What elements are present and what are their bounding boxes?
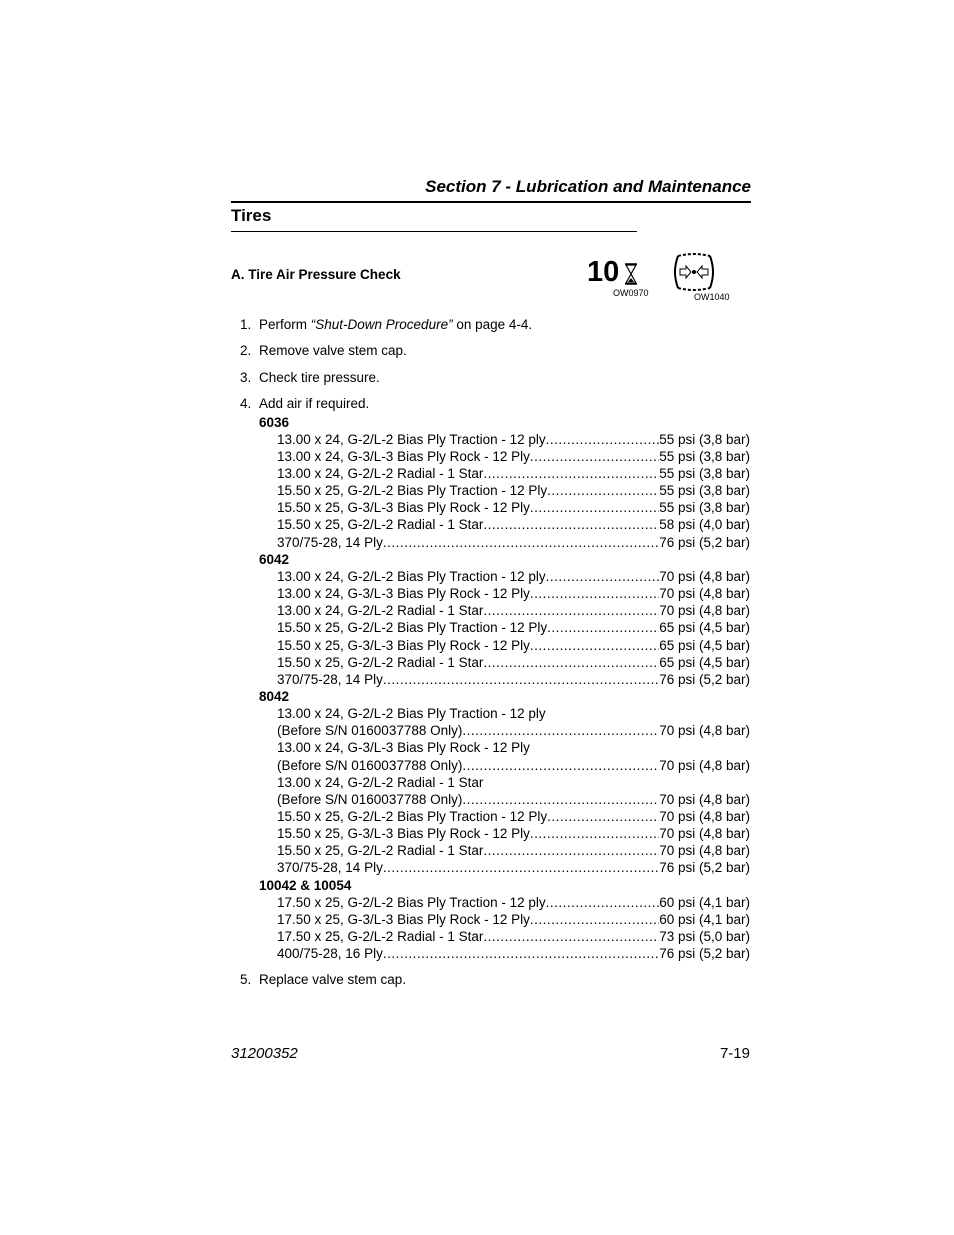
step-text: Remove valve stem cap. — [259, 343, 407, 358]
leader-dots — [483, 654, 659, 671]
leader-dots — [530, 911, 659, 928]
tire-pressure-value: 65 psi (4,5 bar) — [659, 638, 750, 653]
tire-spec-label: 13.00 x 24, G-2/L-2 Radial - 1 Star — [277, 603, 484, 618]
leader-dots — [547, 482, 659, 499]
leader-dots — [483, 516, 659, 533]
tire-spec-label: (Before S/N 0160037788 Only) — [277, 792, 463, 807]
tire-pressure-value: 70 psi (4,8 bar) — [659, 843, 750, 858]
tire-pressure-value: 76 psi (5,2 bar) — [659, 860, 750, 875]
tire-pressure-value: 70 psi (4,8 bar) — [659, 723, 750, 738]
step-text-suffix: on page 4-4. — [452, 317, 533, 332]
tire-spec-row — [277, 842, 750, 859]
model-heading: 10042 & 10054 — [259, 878, 352, 893]
leader-dots — [383, 534, 659, 551]
leader-dots — [483, 928, 659, 945]
step-text: Replace valve stem cap. — [259, 972, 407, 987]
tire-spec-label-line: 13.00 x 24, G-2/L-2 Radial - 1 Star — [277, 775, 484, 790]
tire-pressure-value: 58 psi (4,0 bar) — [659, 517, 750, 532]
leader-dots — [462, 791, 659, 808]
tire-spec-label: 15.50 x 25, G-2/L-2 Radial - 1 Star — [277, 517, 484, 532]
tire-pressure-value: 60 psi (4,1 bar) — [659, 895, 750, 910]
step-5 — [240, 972, 406, 987]
tire-pressure-value: 55 psi (3,8 bar) — [659, 466, 750, 481]
tire-spec-label: 15.50 x 25, G-2/L-2 Radial - 1 Star — [277, 655, 484, 670]
tire-spec-label: 13.00 x 24, G-3/L-3 Bias Ply Rock - 12 Ply — [277, 449, 530, 464]
tire-spec-label: 15.50 x 25, G-2/L-2 Bias Ply Traction - 12 Ply — [277, 483, 548, 498]
tire-pressure-value: 55 psi (3,8 bar) — [659, 483, 750, 498]
tire-spec-label: 370/75-28, 14 Ply — [277, 535, 383, 550]
tire-spec-row — [277, 757, 750, 774]
tire-spec-row — [277, 671, 750, 688]
document-number: 31200352 — [231, 1045, 298, 1062]
tire-pressure-value: 65 psi (4,5 bar) — [659, 620, 750, 635]
tire-pressure-value: 70 psi (4,8 bar) — [659, 569, 750, 584]
tire-pressure-value: 76 psi (5,2 bar) — [659, 535, 750, 550]
tire-spec-row — [277, 825, 750, 842]
leader-dots — [383, 671, 659, 688]
tire-pressure-value: 55 psi (3,8 bar) — [659, 500, 750, 515]
tire-spec-label: 17.50 x 25, G-3/L-3 Bias Ply Rock - 12 Ply — [277, 912, 530, 927]
tire-spec-row — [277, 928, 750, 945]
tire-spec-label: 400/75-28, 16 Ply — [277, 946, 383, 961]
tire-spec-row — [277, 431, 750, 448]
model-heading: 6036 — [259, 415, 290, 430]
tire-spec-row — [277, 448, 750, 465]
tire-pressure-value: 65 psi (4,5 bar) — [659, 655, 750, 670]
leader-dots — [483, 465, 659, 482]
leader-dots — [546, 431, 660, 448]
hourglass-icon — [624, 263, 638, 285]
tire-spec-row — [277, 722, 750, 739]
leader-dots — [546, 894, 660, 911]
tire-spec-row — [277, 534, 750, 551]
tire-pressure-value: 70 psi (4,8 bar) — [659, 826, 750, 841]
step-1 — [240, 317, 532, 332]
tire-spec-label: 15.50 x 25, G-3/L-3 Bias Ply Rock - 12 Ply — [277, 826, 530, 841]
page-title: Tires — [231, 206, 637, 232]
tire-spec-row — [277, 791, 750, 808]
tire-pressure-value: 55 psi (3,8 bar) — [659, 449, 750, 464]
leader-dots — [530, 448, 659, 465]
leader-dots — [462, 722, 659, 739]
tire-spec-label: 17.50 x 25, G-2/L-2 Bias Ply Traction - 12 ply — [277, 895, 546, 910]
tire-spec-row — [277, 911, 750, 928]
leader-dots — [547, 808, 659, 825]
tire-spec-label: 13.00 x 24, G-2/L-2 Bias Ply Traction - 12 ply — [277, 569, 546, 584]
interval-badge — [587, 258, 619, 287]
tire-spec-row — [277, 585, 750, 602]
tire-pressure-value: 60 psi (4,1 bar) — [659, 912, 750, 927]
step-number: 4. — [240, 396, 252, 411]
tire-icon-code: OW1040 — [694, 292, 730, 302]
tire-spec-row — [277, 602, 750, 619]
tire-spec-label: (Before S/N 0160037788 Only) — [277, 723, 463, 738]
leader-dots — [530, 637, 659, 654]
leader-dots — [483, 842, 659, 859]
tire-spec-row — [277, 654, 750, 671]
interval-icon-code: OW0970 — [613, 288, 649, 298]
tire-spec-row — [277, 499, 750, 516]
tire-pressure-value: 70 psi (4,8 bar) — [659, 603, 750, 618]
leader-dots — [546, 568, 660, 585]
leader-dots — [530, 825, 659, 842]
tire-spec-label: 15.50 x 25, G-3/L-3 Bias Ply Rock - 12 Ply — [277, 500, 530, 515]
tire-spec-row — [277, 482, 750, 499]
leader-dots — [547, 619, 659, 636]
interval-number: 10 — [587, 256, 620, 288]
leader-dots — [383, 859, 659, 876]
step-text: Add air if required. — [259, 396, 370, 411]
leader-dots — [530, 585, 659, 602]
tire-spec-label: 13.00 x 24, G-2/L-2 Bias Ply Traction - 12 ply — [277, 432, 546, 447]
leader-dots — [483, 602, 659, 619]
tire-spec-row — [277, 637, 750, 654]
tire-spec-label: 15.50 x 25, G-3/L-3 Bias Ply Rock - 12 Ply — [277, 638, 530, 653]
tire-spec-label: (Before S/N 0160037788 Only) — [277, 758, 463, 773]
tire-spec-row — [277, 859, 750, 876]
tire-spec-label-line: 13.00 x 24, G-3/L-3 Bias Ply Rock - 12 Ply — [277, 740, 530, 755]
step-2 — [240, 343, 407, 358]
step-number: 5. — [240, 972, 252, 987]
tire-spec-label: 17.50 x 25, G-2/L-2 Radial - 1 Star — [277, 929, 484, 944]
model-heading: 6042 — [259, 552, 290, 567]
tire-pressure-value: 70 psi (4,8 bar) — [659, 758, 750, 773]
tire-pressure-value: 76 psi (5,2 bar) — [659, 946, 750, 961]
tire-spec-label: 13.00 x 24, G-2/L-2 Radial - 1 Star — [277, 466, 484, 481]
leader-dots — [462, 757, 659, 774]
tire-pressure-value: 76 psi (5,2 bar) — [659, 672, 750, 687]
model-heading: 8042 — [259, 689, 290, 704]
tire-spec-row — [277, 465, 750, 482]
procedure-reference: “Shut-Down Procedure” — [310, 317, 453, 332]
tire-pressure-value: 70 psi (4,8 bar) — [659, 809, 750, 824]
step-text: Perform — [259, 317, 311, 332]
section-header: Section 7 - Lubrication and Maintenance — [231, 177, 751, 203]
tire-pressure-value: 70 psi (4,8 bar) — [659, 586, 750, 601]
tire-pressure-value: 73 psi (5,0 bar) — [659, 929, 750, 944]
tire-pressure-icon — [669, 252, 719, 292]
step-3 — [240, 370, 380, 385]
subsection-title: A. Tire Air Pressure Check — [231, 267, 401, 282]
tire-spec-row — [277, 808, 750, 825]
step-number: 1. — [240, 317, 252, 332]
step-text: Check tire pressure. — [259, 370, 380, 385]
tire-spec-label-line: 13.00 x 24, G-2/L-2 Bias Ply Traction - 12 ply — [277, 706, 546, 721]
tire-spec-label: 13.00 x 24, G-3/L-3 Bias Ply Rock - 12 Ply — [277, 586, 530, 601]
tire-pressure-value: 70 psi (4,8 bar) — [659, 792, 750, 807]
tire-pressure-value: 55 psi (3,8 bar) — [659, 432, 750, 447]
tire-spec-row — [277, 945, 750, 962]
page-number: 7-19 — [719, 1045, 750, 1062]
step-4 — [240, 396, 369, 411]
step-number: 3. — [240, 370, 252, 385]
tire-spec-row — [277, 619, 750, 636]
tire-spec-label: 370/75-28, 14 Ply — [277, 672, 383, 687]
tire-spec-label: 370/75-28, 14 Ply — [277, 860, 383, 875]
tire-spec-row — [277, 568, 750, 585]
tire-spec-label: 15.50 x 25, G-2/L-2 Bias Ply Traction - 12 Ply — [277, 809, 548, 824]
tire-spec-label: 15.50 x 25, G-2/L-2 Bias Ply Traction - 12 Ply — [277, 620, 548, 635]
tire-spec-row — [277, 894, 750, 911]
step-number: 2. — [240, 343, 252, 358]
leader-dots — [383, 945, 659, 962]
tire-spec-label: 15.50 x 25, G-2/L-2 Radial - 1 Star — [277, 843, 484, 858]
tire-spec-row — [277, 516, 750, 533]
leader-dots — [530, 499, 659, 516]
